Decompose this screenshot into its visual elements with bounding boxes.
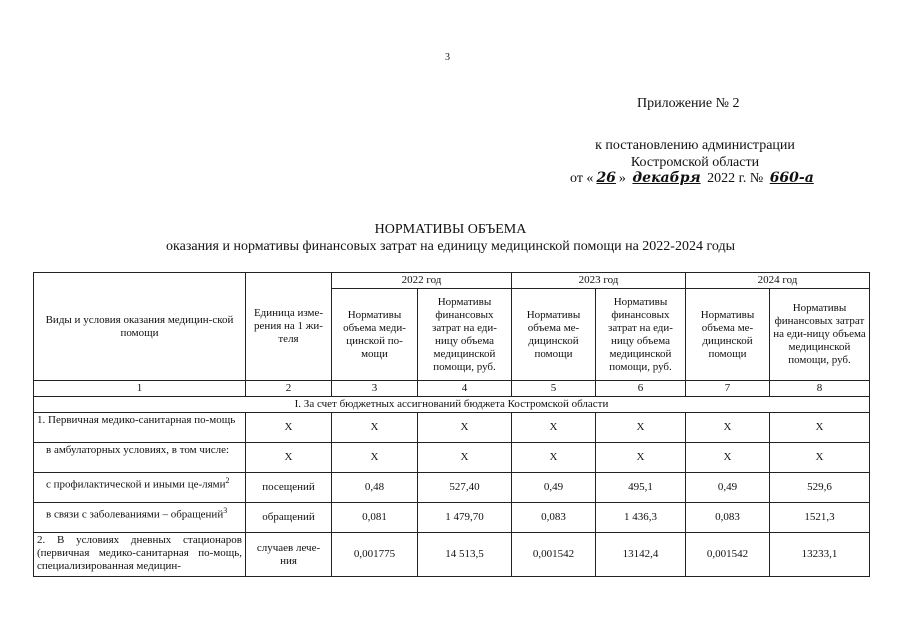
document-title: НОРМАТИВЫ ОБЪЕМА [374,222,527,237]
row-value: Х [686,443,770,473]
norms-table [33,272,870,577]
header-volume-2022: Нормативы объема меди-цинской по-мощи [332,289,418,381]
column-number: 8 [770,381,870,397]
row-unit: посещений [246,473,332,503]
row-unit: обращений [246,503,332,533]
row-value: Х [512,413,596,443]
column-number: 3 [332,381,418,397]
row-unit: Х [246,443,332,473]
header-cost-2022: Нормативы финансовых затрат на еди-ницу объема медицинской помощи, руб. [418,289,512,381]
header-cost-2024: Нормативы финансовых затрат на еди-ницу объема медицинской помощи, руб. [770,289,870,381]
row-label: 2. В условиях дневных стационаров (первичная медико-санитарная по-мощь, специализированная медицин- [34,533,246,577]
appendix-heading: Приложение № 2 [637,96,740,111]
column-number: 6 [596,381,686,397]
header-cost-2023: Нормативы финансовых затрат на еди-ницу объема медицинской помощи, руб. [596,289,686,381]
row-value: 13233,1 [770,533,870,577]
table-row [34,503,870,533]
row-label [34,473,246,503]
row-value: 0,001775 [332,533,418,577]
row-label: 1. Первичная медико-санитарная по-мощь [34,413,246,443]
section-heading: I. За счет бюджетных ассигнований бюджета Костромской области [34,397,870,413]
row-value: 0,001542 [686,533,770,577]
row-value: 529,6 [770,473,870,503]
resolution-date-line [570,170,817,187]
row-value: 1521,3 [770,503,870,533]
column-numbers-row [34,381,870,397]
table-row [34,443,870,473]
row-value: 14 513,5 [418,533,512,577]
row-value: 495,1 [596,473,686,503]
column-number: 2 [246,381,332,397]
row-value: 13142,4 [596,533,686,577]
row-unit: Х [246,413,332,443]
header-year-2023: 2023 год [512,273,686,289]
row-label-text: с профилактической и иными це-лями [46,478,226,491]
handwritten-month: декабря [632,170,701,186]
resolution-line-1: к постановлению администрации [595,138,795,153]
row-label [34,503,246,533]
row-value: 0,49 [512,473,596,503]
row-label: в амбулаторных условиях, в том числе: [34,443,246,473]
date-day-close: » [618,171,626,186]
table-row [34,533,870,577]
header-row-years [34,273,870,289]
row-value: Х [418,443,512,473]
header-volume-2023: Нормативы объема ме-дицинской помощи [512,289,596,381]
section-row [34,397,870,413]
header-year-2022: 2022 год [332,273,512,289]
column-number: 5 [512,381,596,397]
row-value: 0,081 [332,503,418,533]
resolution-reference [560,137,830,171]
header-kinds: Виды и условия оказания медицин-ской помощи [34,273,246,381]
date-year: 2022 г. № [707,171,764,186]
footnote-mark: 3 [223,506,228,515]
header-unit: Единица изме-рения на 1 жи-теля [246,273,332,381]
column-number: 4 [418,381,512,397]
column-number: 1 [34,381,246,397]
footnote-mark: 2 [225,476,230,485]
date-prefix: от « [570,171,594,186]
handwritten-number: 660-а [769,170,814,186]
row-value: Х [686,413,770,443]
column-number: 7 [686,381,770,397]
header-volume-2024: Нормативы объема ме-дицинской помощи [686,289,770,381]
header-year-2024: 2024 год [686,273,870,289]
row-value: 1 479,70 [418,503,512,533]
row-value: Х [512,443,596,473]
row-value: 0,48 [332,473,418,503]
row-value: Х [596,413,686,443]
row-value: 0,49 [686,473,770,503]
row-value: Х [418,413,512,443]
row-value: 527,40 [418,473,512,503]
resolution-line-2: Костромской области [630,155,760,170]
table-row [34,473,870,503]
table-row [34,413,870,443]
row-value: Х [332,413,418,443]
row-value: Х [596,443,686,473]
row-value: 1 436,3 [596,503,686,533]
row-value: 0,083 [686,503,770,533]
page-number: 3 [445,52,450,63]
handwritten-day: 26 [596,170,616,186]
row-value: 0,083 [512,503,596,533]
row-value: 0,001542 [512,533,596,577]
row-label-text: в связи с заболеваниями – обращений [46,508,224,521]
row-value: Х [770,413,870,443]
row-unit: случаев лече-ния [246,533,332,577]
row-value: Х [332,443,418,473]
row-value: Х [770,443,870,473]
document-subtitle: оказания и нормативы финансовых затрат на единицу медицинской помощи на 2022-2024 годы [166,239,735,254]
